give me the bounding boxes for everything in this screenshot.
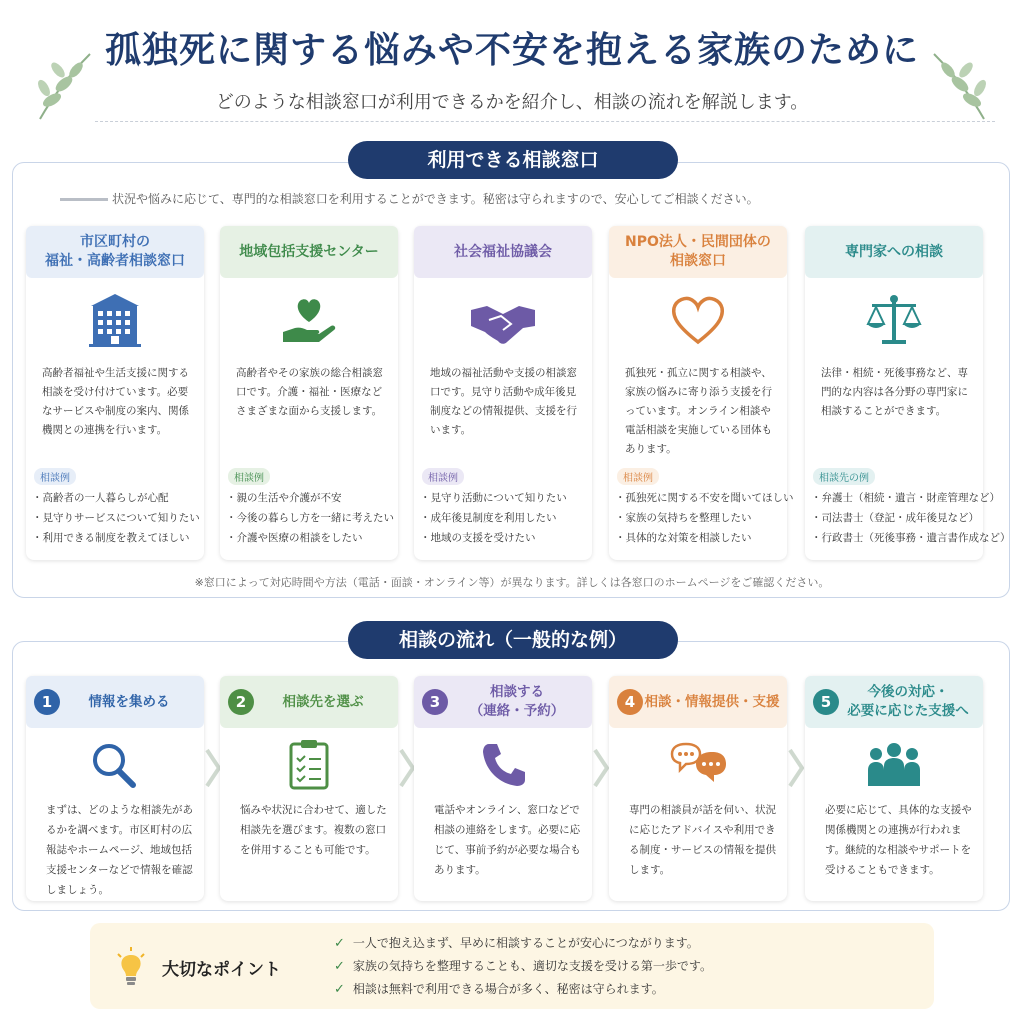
magnifier-icon <box>26 736 204 794</box>
card-description: 高齢者やその家族の総合相談窓口です。介護・福祉・医療などさまざまな面から支援します。 <box>236 367 383 417</box>
step-title: 相談する （連絡・予約） <box>469 684 565 719</box>
step-description: 必要に応じて、具体的な支援や関係機関との連携が行われます。継続的な相談やサポートを受けることもできます。 <box>825 804 972 876</box>
check-icon: ✓ <box>334 982 345 997</box>
check-icon: ✓ <box>334 936 345 951</box>
section-heading-windows: 利用できる相談窓口 <box>348 141 678 179</box>
tip-text: 一人で抱え込まず、早めに相談することが安心につながります。 <box>352 936 699 950</box>
tips-title: 大切なポイント <box>162 960 281 980</box>
flow-step <box>805 676 983 901</box>
step-number: 1 <box>34 689 60 715</box>
step-description: 電話やオンライン、窓口などで相談の連絡をします。必要に応じて、事前予約が必要な場合もあります。 <box>434 804 581 876</box>
chevron-right-icon <box>788 748 804 792</box>
step-header <box>805 676 983 728</box>
card-title: 専門家への相談 <box>805 226 983 278</box>
flow-step <box>609 676 787 901</box>
step-title: 相談先を選ぶ <box>282 693 364 710</box>
card-description: 地域の福祉活動や支援の相談窓口です。見守り活動や成年後見制度などの情報提供、支援を行います。 <box>430 367 577 436</box>
scales-icon <box>805 288 983 352</box>
card-title: 市区町村の 福祉・高齢者相談窓口 <box>26 226 204 278</box>
step-title: 相談・情報提供・支援 <box>644 693 780 710</box>
step-title: 今後の対応・ 必要に応じた支援へ <box>847 684 969 719</box>
chevron-right-icon <box>205 748 221 792</box>
example-item: ・ 具体的な対策を相談したい <box>615 528 785 548</box>
flow-step <box>414 676 592 901</box>
step-description: 悩みや状況に合わせて、適した相談先を選びます。複数の窓口を併用することも可能です。 <box>240 804 387 856</box>
heart-hand-icon <box>220 288 398 352</box>
card-examples <box>420 488 590 548</box>
card-tag: 相談例 <box>34 468 76 485</box>
step-header <box>26 676 204 728</box>
example-item: ・ 介護や医療の相談をしたい <box>226 528 396 548</box>
card-title: NPO法人・民間団体の 相談窓口 <box>609 226 787 278</box>
card-examples <box>811 488 1011 548</box>
example-item: ・ 見守り活動について知りたい <box>420 488 590 508</box>
flow-step <box>220 676 398 901</box>
example-item: ・ 成年後見制度を利用したい <box>420 508 590 528</box>
card-tag: 相談例 <box>228 468 270 485</box>
card-examples <box>226 488 396 548</box>
consultation-card <box>805 226 1011 560</box>
section-intro: 状況や悩みに応じて、専門的な相談窓口を利用することができます。秘密は守られますので、安心してご相談ください。 <box>60 190 940 207</box>
chevron-right-icon <box>399 748 415 792</box>
card-description: 法律・相続・死後事務など、専門的な内容は各分野の専門家に相談することができます。 <box>821 367 968 417</box>
tip-item <box>334 932 712 955</box>
step-number: 4 <box>617 689 643 715</box>
card-tag: 相談例 <box>422 468 464 485</box>
consultation-card <box>414 226 592 560</box>
step-description: まずは、どのような相談先があるかを調べます。市区町村の広報誌やホームページ、地域包括支援センターなどで情報を確認しましょう。 <box>46 804 193 896</box>
tip-text: 家族の気持ちを整理することも、適切な支援を受ける第一歩です。 <box>352 959 712 973</box>
section-note: ※窓口によって対応時間や方法（電話・面談・オンライン等）が異なります。詳しくは各窓口のホームページをご確認ください。 <box>194 576 830 589</box>
card-description: 高齢者福祉や生活支援に関する相談を受け付けています。必要なサービスや制度の案内、関係機関との連携を行います。 <box>42 367 189 436</box>
chevron-right-icon <box>593 748 609 792</box>
speech-bubbles-icon <box>609 736 787 794</box>
example-item: ・ 司法書士（登記・成年後見など） <box>811 508 981 528</box>
card-tag: 相談先の例 <box>813 468 875 485</box>
step-header <box>414 676 592 728</box>
step-number: 2 <box>228 689 254 715</box>
tips-box <box>90 923 934 1009</box>
tip-text: 相談は無料で利用できる場合が多く、秘密は守られます。 <box>352 982 664 996</box>
step-header <box>220 676 398 728</box>
step-number: 5 <box>813 689 839 715</box>
example-item: ・ 家族の気持ちを整理したい <box>615 508 785 528</box>
example-item: ・ 弁護士（相続・遺言・財産管理など） <box>811 488 981 508</box>
consultation-card <box>609 226 794 560</box>
header-divider <box>95 121 995 122</box>
example-item: ・ 今後の暮らし方を一緒に考えたい <box>226 508 396 528</box>
example-item: ・ 利用できる制度を教えてほしい <box>32 528 202 548</box>
section-heading-flow: 相談の流れ（一般的な例） <box>348 621 678 659</box>
card-description: 孤独死・孤立に関する相談や、家族の悩みに寄り添う支援を行っています。オンライン相談や電話相談を実施している団体もあります。 <box>625 367 772 455</box>
example-item: ・ 親の生活や介護が不安 <box>226 488 396 508</box>
flow-step <box>26 676 204 901</box>
card-examples <box>32 488 202 548</box>
check-icon: ✓ <box>334 959 345 974</box>
example-item: ・ 行政書士（死後事務・遺言書作成など） <box>811 528 981 548</box>
tip-item <box>334 978 712 1001</box>
lightbulb-icon <box>114 945 148 989</box>
page-subtitle: どのような相談窓口が利用できるかを紹介し、相談の流れを解説します。 <box>215 92 809 113</box>
step-number: 3 <box>422 689 448 715</box>
building-icon <box>26 288 204 352</box>
phone-icon <box>414 736 592 794</box>
heart-icon <box>609 288 787 352</box>
people-icon <box>805 736 983 794</box>
consultation-card <box>220 226 398 560</box>
handshake-icon <box>414 288 592 352</box>
example-item: ・ 孤独死に関する不安を聞いてほしい <box>615 488 785 508</box>
card-tag: 相談例 <box>617 468 659 485</box>
example-item: ・ 地域の支援を受けたい <box>420 528 590 548</box>
step-description: 専門の相談員が話を伺い、状況に応じたアドバイスや利用できる制度・サービスの情報を提供します。 <box>629 804 776 876</box>
step-title: 情報を集める <box>88 693 170 710</box>
card-examples <box>615 488 794 548</box>
card-title: 社会福祉協議会 <box>414 226 592 278</box>
example-item: ・ 高齢者の一人暮らしが心配 <box>32 488 202 508</box>
tips-list <box>334 932 712 1001</box>
tip-item <box>334 955 712 978</box>
step-header <box>609 676 787 728</box>
consultation-card <box>26 226 204 560</box>
example-item: ・ 見守りサービスについて知りたい <box>32 508 202 528</box>
page-title: 孤独死に関する悩みや不安を抱える家族のために <box>104 29 919 71</box>
card-title: 地域包括支援センター <box>220 226 398 278</box>
clipboard-icon <box>220 736 398 794</box>
